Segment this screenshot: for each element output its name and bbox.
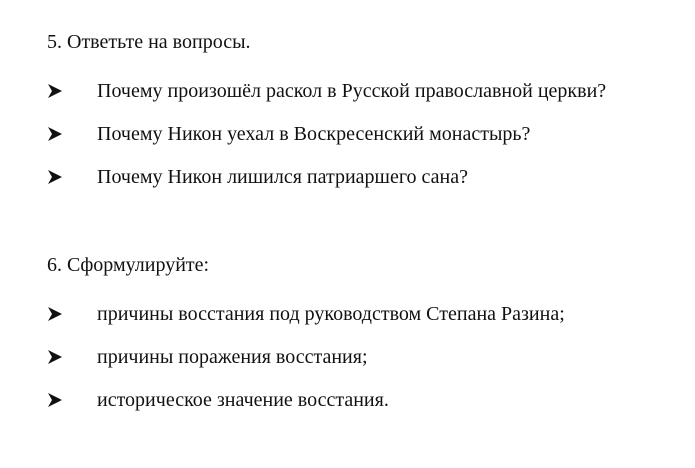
list-item-text: причины поражения восстания;: [97, 346, 368, 368]
arrowhead-bullet-icon: [47, 392, 63, 408]
cropped-previous-line: [44, 0, 104, 2]
list-item: [47, 164, 468, 190]
arrowhead-bullet-icon: [47, 126, 63, 142]
arrowhead-bullet-icon: [47, 306, 63, 322]
list-item: [47, 344, 368, 370]
list-item: [47, 301, 565, 327]
list-item-text: Почему произошёл раскол в Русской православной церкви?: [97, 80, 607, 102]
list-item-text: Почему Никон уехал в Воскресенский монастырь?: [97, 123, 531, 145]
list-item-text: Почему Никон лишился патриаршего сана?: [97, 166, 468, 188]
arrowhead-bullet-icon: [47, 169, 63, 185]
arrowhead-bullet-icon: [47, 83, 63, 99]
list-item-text: историческое значение восстания.: [97, 389, 389, 411]
list-item: [47, 121, 530, 147]
list-item-text: причины восстания под руководством Степана Разина;: [97, 303, 565, 325]
list-item: [47, 78, 606, 104]
section-6-heading: 6. Сформулируйте:: [47, 254, 210, 276]
section-5-heading: 5. Ответьте на вопросы.: [47, 31, 251, 53]
arrowhead-bullet-icon: [47, 349, 63, 365]
list-item: [47, 387, 389, 413]
